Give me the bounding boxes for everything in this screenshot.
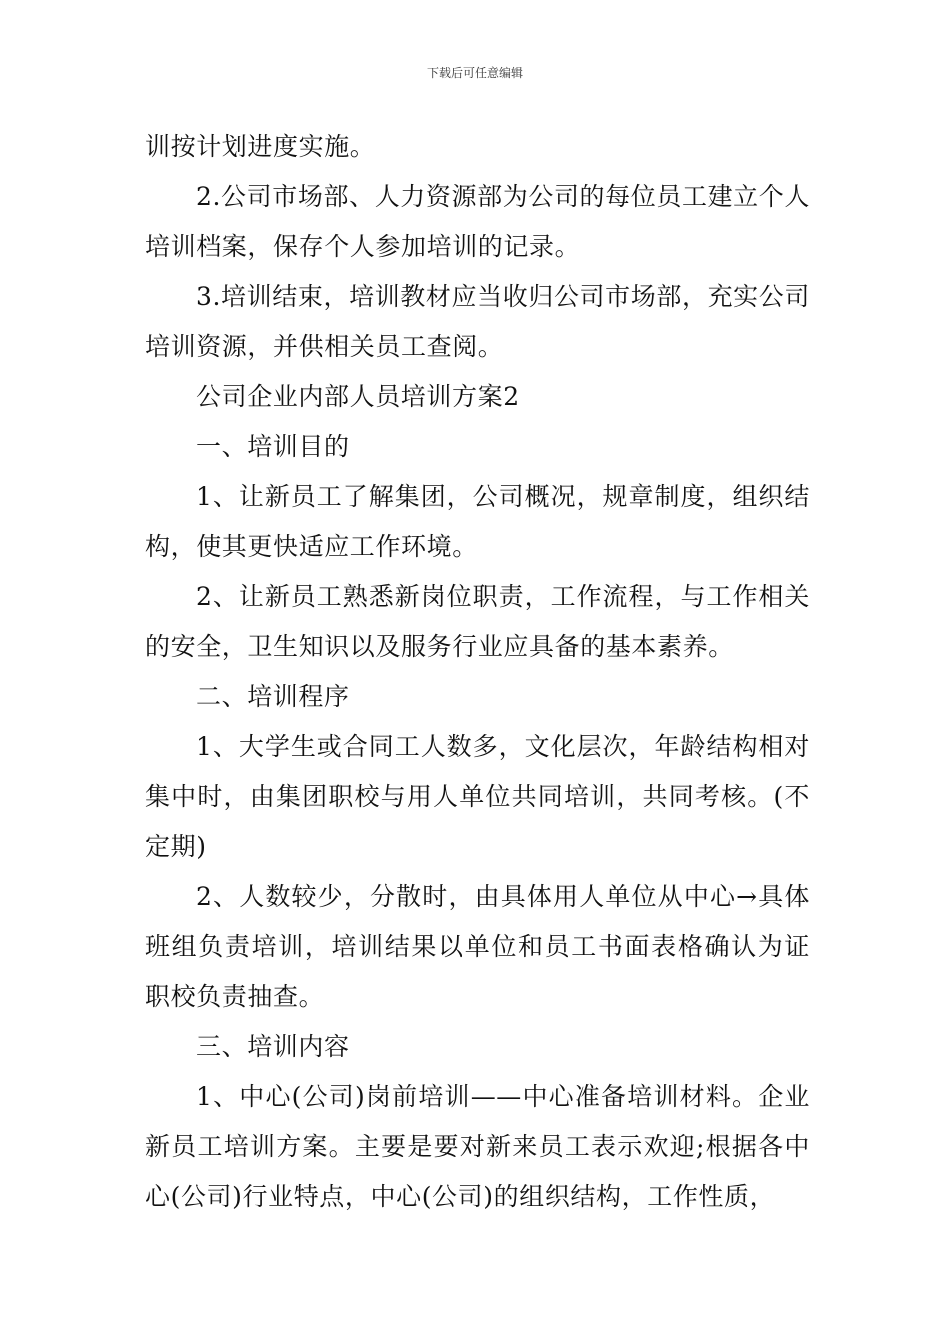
paragraph-procedure-1: 1、大学生或合同工人数多，文化层次，年龄结构相对集中时，由集团职校与用人单位共同培训，共同考核。(不定期)	[145, 732, 810, 861]
section-title: 公司企业内部人员培训方案2	[196, 382, 520, 411]
paragraph-item-3: 3.培训结束，培训教材应当收归公司市场部，充实公司培训资源，并供相关员工查阅。	[145, 282, 810, 361]
heading-training-procedure: 二、培训程序	[196, 682, 350, 711]
paragraph-purpose-2: 2、让新员工熟悉新岗位职责，工作流程，与工作相关的安全，卫生知识以及服务行业应具备的基本素养。	[145, 582, 810, 661]
paragraph-procedure-2: 2、人数较少，分散时，由具体用人单位从中心→具体班组负责培训，培训结果以单位和员工书面表格确认为证职校负责抽查。	[145, 882, 810, 1011]
paragraph-purpose-1: 1、让新员工了解集团，公司概况，规章制度，组织结构，使其更快适应工作环境。	[145, 482, 810, 561]
paragraph-content-1: 1、中心(公司)岗前培训——中心准备培训材料。企业新员工培训方案。主要是要对新来员工表示欢迎;根据各中心(公司)行业特点，中心(公司)的组织结构，工作性质，	[145, 1082, 810, 1211]
document-body	[145, 122, 810, 1222]
paragraph-continuation: 训按计划进度实施。	[145, 132, 376, 161]
paragraph-item-2: 2.公司市场部、人力资源部为公司的每位员工建立个人培训档案，保存个人参加培训的记录。	[145, 182, 810, 261]
heading-training-purpose: 一、培训目的	[196, 432, 350, 461]
heading-training-content: 三、培训内容	[196, 1032, 350, 1061]
page-header: 下载后可任意编辑	[426, 66, 523, 80]
